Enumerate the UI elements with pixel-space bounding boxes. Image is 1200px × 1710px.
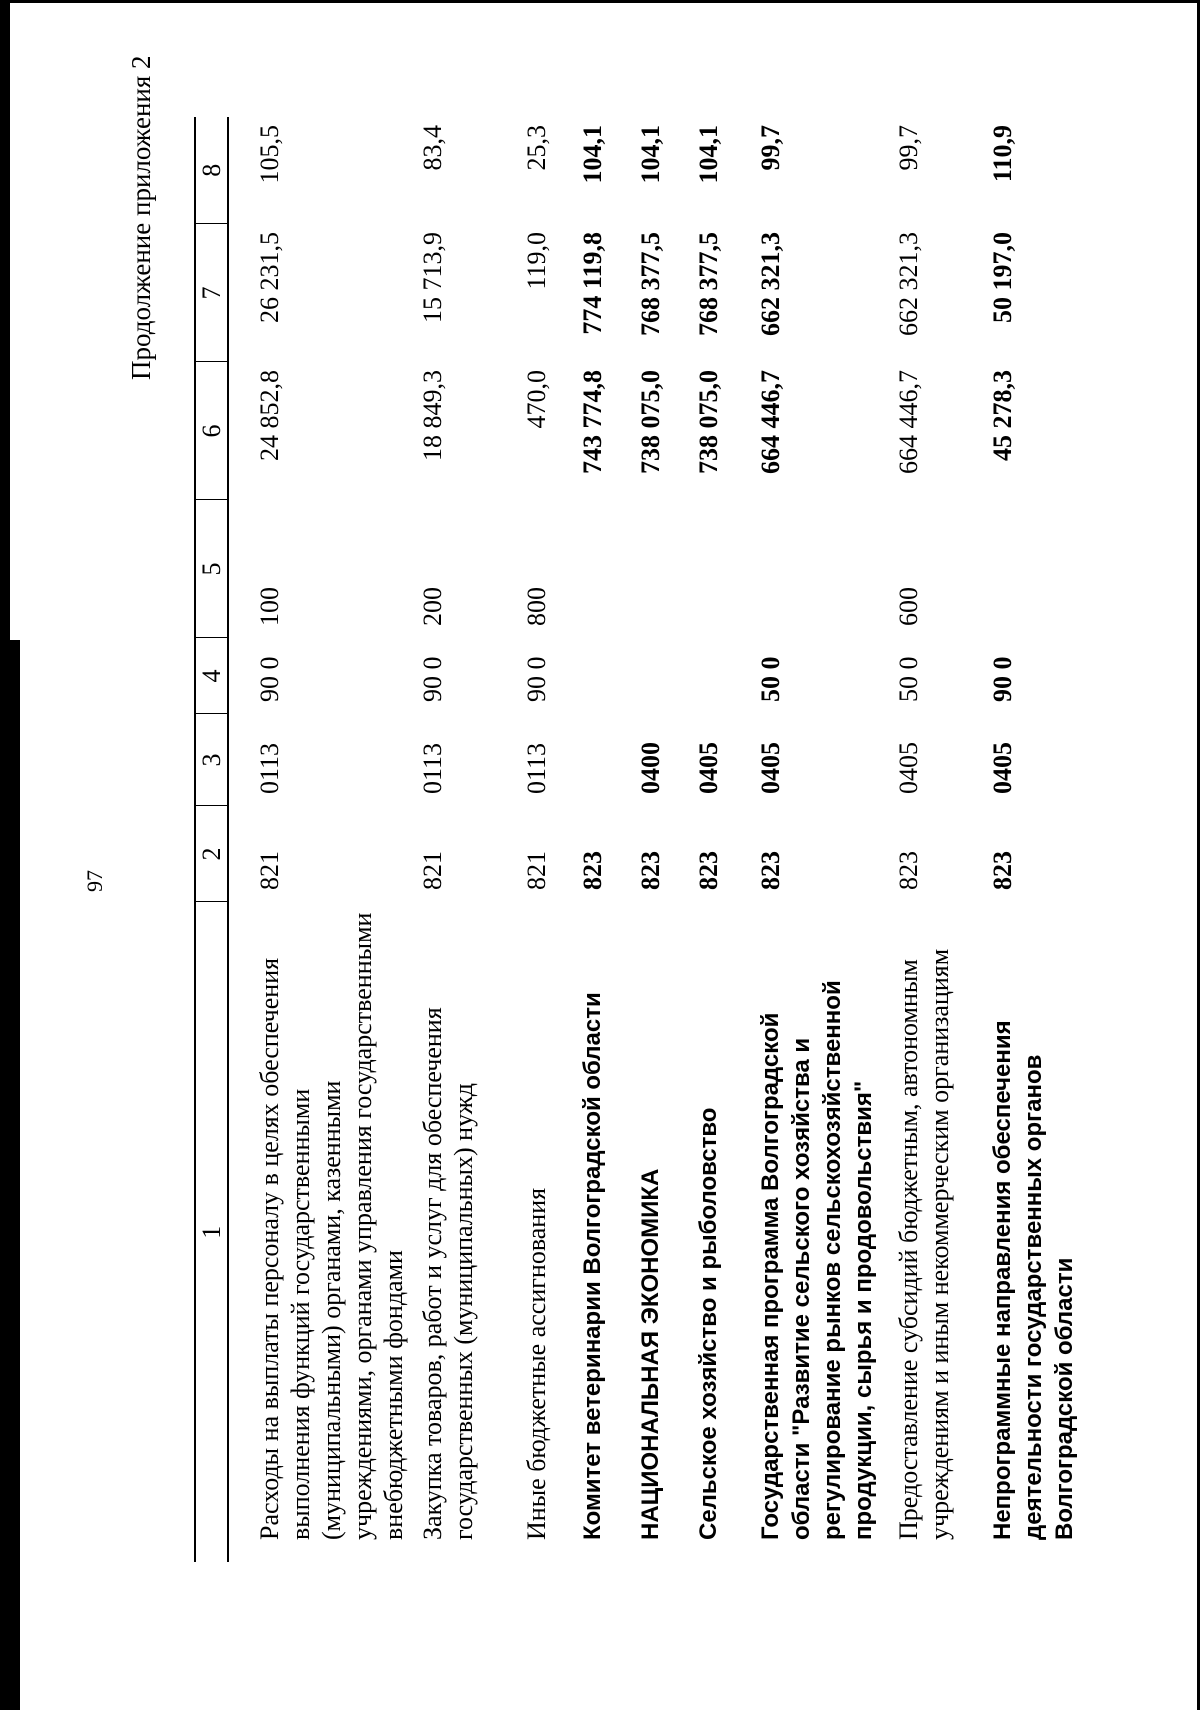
header-col-4: 4 [195, 638, 228, 714]
row-percent: 25,3 [522, 125, 551, 171]
row-expense-type [629, 500, 687, 638]
table-row [747, 117, 885, 1562]
row-expense-type: 600 [894, 587, 923, 626]
appendix-continuation-label: Продолжение приложения 2 [126, 55, 156, 380]
row-approved-amount: 664 446,7 [894, 370, 923, 474]
row-approved-amount: 24 852,8 [255, 370, 284, 461]
row-target-code [629, 638, 687, 714]
row-ministry-code: 823 [988, 851, 1017, 890]
table-header [195, 117, 228, 1562]
row-expense-type: 100 [255, 587, 284, 626]
row-section-code [571, 714, 629, 806]
row-ministry-code: 823 [894, 851, 923, 890]
row-expense-type: 800 [522, 587, 551, 626]
row-approved-amount: 470,0 [522, 370, 551, 429]
row-target-code: 90 0 [988, 656, 1017, 702]
table-row [571, 117, 629, 1562]
row-executed-amount: 26 231,5 [255, 232, 284, 323]
row-name: Сельское хозяйство и рыболовство [695, 1107, 722, 1540]
budget-table [194, 117, 1097, 1562]
row-section-code: 0405 [694, 742, 723, 794]
row-section-code: 0113 [418, 742, 447, 794]
row-ministry-code: 821 [522, 851, 551, 890]
header-col-1: 1 [195, 902, 228, 1562]
row-section-code: 0405 [756, 742, 785, 794]
row-target-code: 50 0 [756, 656, 785, 702]
table-row [687, 117, 747, 1562]
row-executed-amount: 768 377,5 [694, 232, 723, 336]
row-target-code [571, 638, 629, 714]
header-col-2: 2 [195, 806, 228, 902]
row-name: Иные бюджетные ассигнования [522, 1187, 551, 1540]
table-body [228, 117, 1097, 1562]
row-ministry-code: 823 [578, 851, 607, 890]
row-percent: 99,7 [756, 125, 785, 171]
row-section-code: 0113 [522, 742, 551, 794]
row-expense-type: 200 [418, 587, 447, 626]
row-section-code: 0400 [636, 742, 665, 794]
row-approved-amount: 743 774,8 [578, 370, 607, 474]
header-col-3: 3 [195, 714, 228, 806]
row-executed-amount: 662 321,3 [894, 232, 923, 336]
row-approved-amount: 738 075,0 [694, 370, 723, 474]
page-number: 97 [82, 870, 107, 892]
table-row [629, 117, 687, 1562]
row-percent: 104,1 [578, 125, 607, 184]
row-name: Расходы на выплаты персоналу в целях обеспечения выполнения функций государственными (муниципальными) органами, казенными учреждениями, органами управления государственными внебюджетными фондами [255, 912, 408, 1540]
row-percent: 104,1 [636, 125, 665, 184]
table-header-row [195, 117, 228, 1562]
header-col-7: 7 [195, 224, 228, 362]
row-executed-amount: 774 119,8 [578, 232, 607, 335]
row-target-code: 90 0 [255, 656, 284, 702]
header-col-6: 6 [195, 362, 228, 500]
row-expense-type [687, 500, 747, 638]
header-col-8: 8 [195, 117, 228, 224]
row-executed-amount: 662 321,3 [756, 232, 785, 336]
row-ministry-code: 823 [756, 851, 785, 890]
row-executed-amount: 119,0 [522, 232, 551, 290]
row-percent: 99,7 [894, 125, 923, 171]
row-name: Непрограммные направления обеспечения деятельности государственных органов Волгоградской области [989, 1020, 1078, 1540]
table-row [515, 117, 571, 1562]
row-section-code: 0405 [988, 742, 1017, 794]
row-ministry-code: 821 [418, 851, 447, 890]
row-approved-amount: 18 849,3 [418, 370, 447, 461]
row-expense-type [747, 500, 885, 638]
row-name: Закупка товаров, работ и услуг для обеспечения государственных (муниципальных) нужд [418, 1007, 478, 1540]
row-executed-amount: 15 713,9 [418, 232, 447, 323]
row-percent: 104,1 [694, 125, 723, 184]
header-col-5: 5 [195, 500, 228, 638]
row-ministry-code: 821 [255, 851, 284, 890]
row-name: НАЦИОНАЛЬНАЯ ЭКОНОМИКА [637, 1168, 664, 1540]
row-name: Государственная программа Волгоградской области "Развитие сельского хозяйства и регулирование рынков сельскохозяйственной продукции, сырья и продовольствия" [757, 980, 877, 1540]
row-expense-type [571, 500, 629, 638]
table-row [885, 117, 981, 1562]
row-target-code [687, 638, 747, 714]
row-section-code: 0405 [894, 742, 923, 794]
table-row [981, 117, 1097, 1562]
row-percent: 110,9 [988, 125, 1017, 183]
row-ministry-code: 823 [636, 851, 665, 890]
row-target-code: 90 0 [418, 656, 447, 702]
row-executed-amount: 50 197,0 [988, 232, 1017, 323]
row-percent: 83,4 [418, 125, 447, 171]
row-executed-amount: 768 377,5 [636, 232, 665, 336]
row-expense-type [981, 500, 1097, 638]
row-ministry-code: 823 [694, 851, 723, 890]
row-approved-amount: 738 075,0 [636, 370, 665, 474]
table-row [409, 117, 515, 1562]
row-approved-amount: 664 446,7 [756, 370, 785, 474]
row-target-code: 90 0 [522, 656, 551, 702]
table-row [228, 117, 409, 1562]
row-name: Комитет ветеринарии Волгоградской области [579, 992, 606, 1540]
row-section-code: 0113 [255, 742, 284, 794]
row-name: Предоставление субсидий бюджетным, автономным учреждениям и иным некоммерческим организациям [894, 948, 954, 1540]
row-approved-amount: 45 278,3 [988, 370, 1017, 461]
row-target-code: 50 0 [894, 656, 923, 702]
row-percent: 105,5 [255, 125, 284, 184]
